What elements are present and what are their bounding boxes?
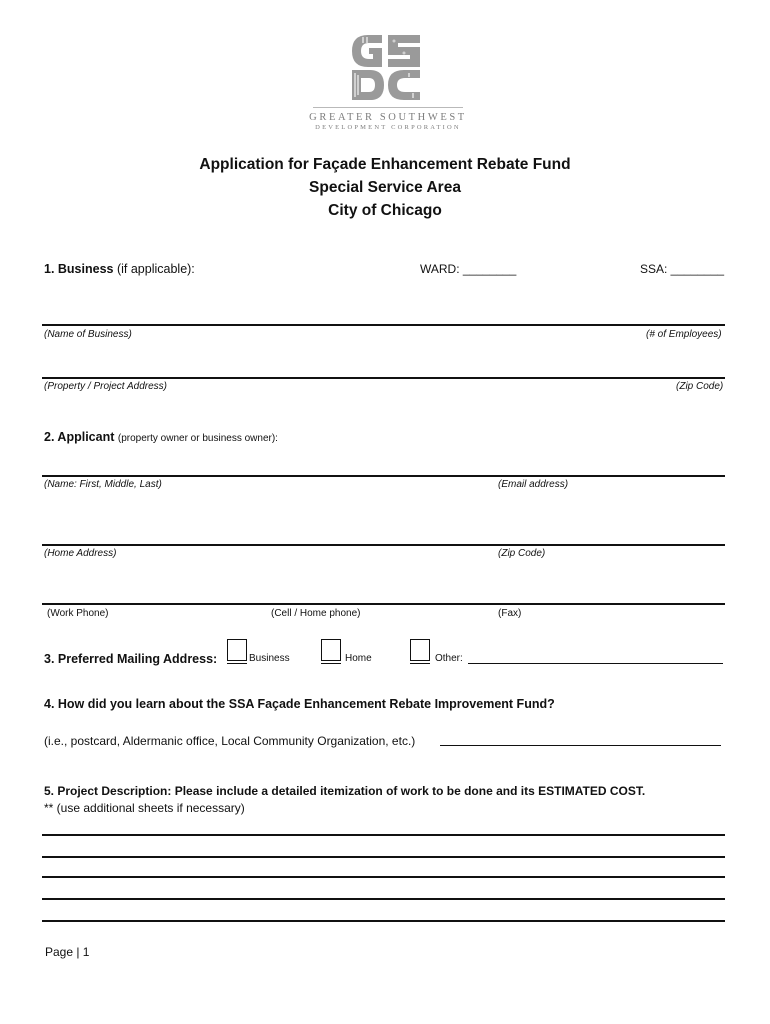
section-3-label: 3. Preferred Mailing Address: xyxy=(44,652,218,666)
applicant-email-caption: (Email address) xyxy=(498,479,569,490)
section-4-hint: (i.e., postcard, Aldermanic office, Local Community Organization, etc.) xyxy=(44,734,416,748)
section-5-hint: ** (use additional sheets if necessary) xyxy=(44,801,245,815)
org-subname: DEVELOPMENT CORPORATION xyxy=(315,124,461,131)
logo-divider xyxy=(313,107,463,108)
description-line-1[interactable] xyxy=(42,834,725,836)
ward-field[interactable]: WARD: ________ xyxy=(420,262,517,276)
business-option-label: Business xyxy=(249,653,290,664)
property-zip-caption: (Zip Code) xyxy=(676,381,724,392)
work-phone-caption: (Work Phone) xyxy=(47,608,109,619)
description-line-2[interactable] xyxy=(42,856,725,858)
section-1-note: (if applicable): xyxy=(116,262,195,276)
home-checkbox-underline xyxy=(321,663,341,664)
section-4-question: 4. How did you learn about the SSA Façade Enhancement Rebate Improvement Fund? xyxy=(44,697,555,711)
section-3-heading xyxy=(44,652,217,666)
referral-input-line[interactable] xyxy=(440,745,721,746)
gsdc-logo xyxy=(348,33,424,103)
home-address-caption: (Home Address) xyxy=(44,548,117,559)
section-2-heading xyxy=(44,430,278,444)
section-1-label: 1. Business xyxy=(44,262,114,276)
ssa-field[interactable]: SSA: ________ xyxy=(640,262,725,276)
other-checkbox[interactable] xyxy=(410,639,430,661)
form-subtitle-ssa: Special Service Area xyxy=(309,179,461,196)
home-address-line[interactable] xyxy=(42,544,725,546)
fax-caption: (Fax) xyxy=(498,608,522,619)
business-checkbox-underline xyxy=(227,663,247,664)
business-name-line[interactable] xyxy=(42,324,725,326)
org-name: GREATER SOUTHWEST xyxy=(309,112,467,123)
home-option-label: Home xyxy=(345,653,372,664)
property-address-caption: (Property / Project Address) xyxy=(44,381,168,392)
other-input-line[interactable] xyxy=(468,663,723,664)
description-line-5[interactable] xyxy=(42,920,725,922)
cell-phone-caption: (Cell / Home phone) xyxy=(271,608,361,619)
form-title: Application for Façade Enhancement Rebate Fund xyxy=(199,156,571,173)
business-name-caption: (Name of Business) xyxy=(44,329,132,340)
section-5-question: 5. Project Description: Please include a detailed itemization of work to be done and its ESTIMATED COST. xyxy=(44,784,646,798)
phone-line[interactable] xyxy=(42,603,725,605)
other-checkbox-underline xyxy=(410,663,430,664)
home-checkbox[interactable] xyxy=(321,639,341,661)
form-subtitle-city: City of Chicago xyxy=(328,202,442,219)
home-zip-caption: (Zip Code) xyxy=(498,548,546,559)
section-2-note: (property owner or business owner): xyxy=(117,433,278,444)
description-line-3[interactable] xyxy=(42,876,725,878)
employees-caption: (# of Employees) xyxy=(646,329,722,340)
property-address-line[interactable] xyxy=(42,377,725,379)
gsdc-logo-mark xyxy=(348,33,424,103)
applicant-name-line[interactable] xyxy=(42,475,725,477)
section-2-label: 2. Applicant xyxy=(44,430,115,444)
other-option-label: Other: xyxy=(435,653,463,664)
business-checkbox[interactable] xyxy=(227,639,247,661)
page-number: Page | 1 xyxy=(45,945,90,959)
section-1-heading xyxy=(44,262,195,276)
description-line-4[interactable] xyxy=(42,898,725,900)
applicant-name-caption: (Name: First, Middle, Last) xyxy=(44,479,162,490)
